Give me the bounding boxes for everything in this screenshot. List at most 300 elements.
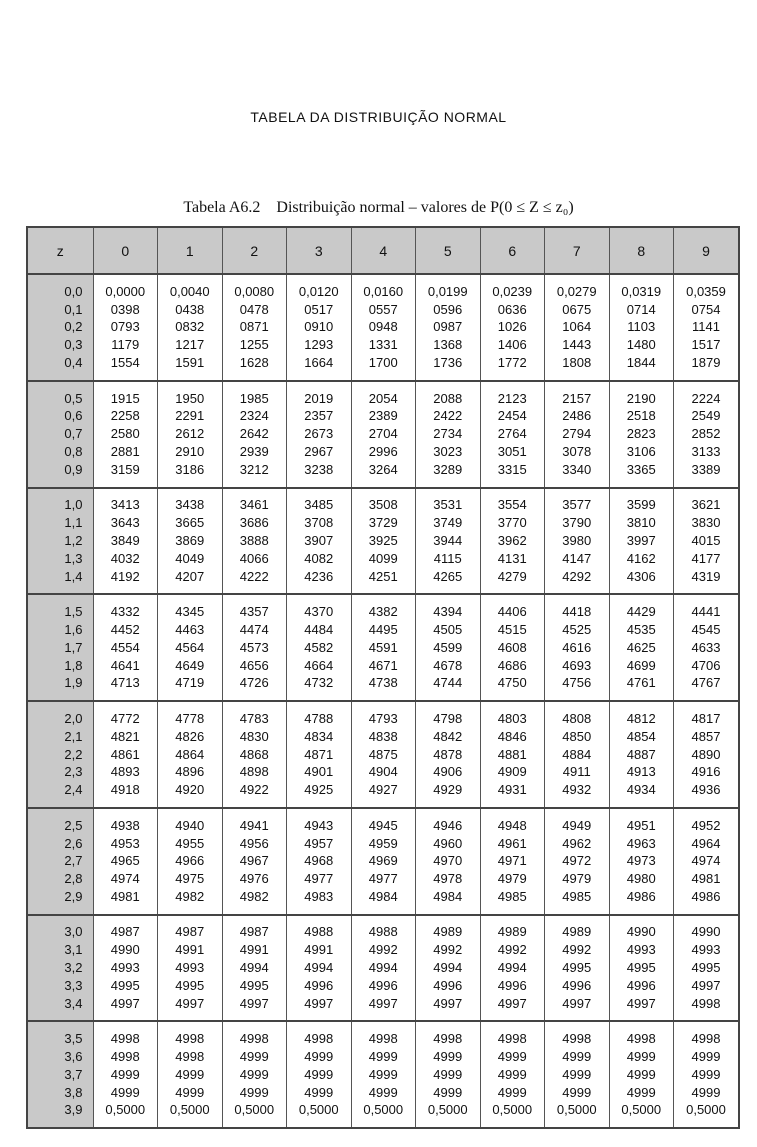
probability-cell-col-7 [545, 915, 610, 1022]
probability-value: 0948 [368, 319, 398, 335]
probability-cell-col-8 [609, 381, 674, 488]
probability-value: 2019 [304, 390, 334, 406]
probability-value: 1664 [304, 355, 334, 371]
probability-value: 4099 [368, 550, 398, 566]
probability-value: 4997 [626, 995, 656, 1011]
header-col-2: 2 [222, 228, 287, 274]
probability-value: 4990 [691, 924, 721, 940]
probability-value: 4999 [368, 1084, 398, 1100]
probability-value: 4162 [626, 550, 656, 566]
probability-value: 4678 [433, 657, 463, 673]
probability-value: 0,5000 [621, 1102, 662, 1118]
probability-value: 3023 [433, 444, 463, 460]
z-value: 0,6 [64, 408, 83, 424]
probability-value: 4066 [239, 550, 269, 566]
probability-value: 2190 [626, 390, 656, 406]
probability-cell-col-5 [416, 381, 481, 488]
z-value: 0,1 [64, 301, 83, 317]
probability-cell-col-5 [416, 488, 481, 595]
probability-value: 3051 [497, 444, 527, 460]
probability-cell-col-8 [609, 488, 674, 595]
probability-value: 3554 [497, 497, 527, 513]
probability-value: 4999 [626, 1066, 656, 1082]
table-block [28, 808, 738, 915]
z-value: 1,6 [64, 621, 83, 637]
probability-value: 0871 [239, 319, 269, 335]
probability-value: 0832 [175, 319, 205, 335]
probability-value: 3869 [175, 533, 205, 549]
probability-value: 3340 [562, 461, 592, 477]
probability-cell-col-7 [545, 808, 610, 915]
probability-value: 4972 [562, 853, 592, 869]
probability-value: 3133 [691, 444, 721, 460]
probability-cell-col-7 [545, 381, 610, 488]
probability-value: 0596 [433, 301, 463, 317]
probability-value: 4998 [175, 1048, 205, 1064]
probability-value: 3289 [433, 461, 463, 477]
header-col-7: 7 [545, 228, 610, 274]
probability-value: 4953 [110, 835, 140, 851]
probability-value: 4976 [239, 871, 269, 887]
probability-value: 4991 [239, 942, 269, 958]
probability-cell-col-4 [351, 381, 416, 488]
header-col-0: 0 [93, 228, 158, 274]
probability-value: 4474 [239, 621, 269, 637]
probability-value: 1026 [497, 319, 527, 335]
z-value: 0,8 [64, 444, 83, 460]
probability-value: 0,0319 [621, 283, 662, 299]
probability-value: 4738 [368, 675, 398, 691]
probability-cell-col-0 [93, 381, 158, 488]
probability-value: 0,0199 [427, 283, 468, 299]
probability-value: 3665 [175, 515, 205, 531]
probability-value: 2324 [239, 408, 269, 424]
probability-value: 4993 [626, 942, 656, 958]
probability-value: 4960 [433, 835, 463, 851]
probability-value: 3264 [368, 461, 398, 477]
probability-value: 4846 [497, 728, 527, 744]
probability-value: 4783 [239, 710, 269, 726]
probability-value: 4999 [562, 1084, 592, 1100]
header-z: z [28, 228, 93, 274]
probability-value: 2224 [691, 390, 721, 406]
probability-value: 4936 [691, 782, 721, 798]
probability-value: 4999 [304, 1084, 334, 1100]
probability-value: 1915 [110, 390, 140, 406]
probability-cell-col-0 [93, 274, 158, 381]
probability-value: 4998 [368, 1031, 398, 1047]
probability-value: 3438 [175, 497, 205, 513]
probability-value: 4999 [562, 1066, 592, 1082]
probability-cell-col-5 [416, 1021, 481, 1127]
probability-value: 4945 [368, 817, 398, 833]
probability-value: 0,0279 [556, 283, 597, 299]
probability-value: 1700 [368, 355, 398, 371]
probability-value: 3849 [110, 533, 140, 549]
probability-value: 1736 [433, 355, 463, 371]
z-value: 3,7 [64, 1066, 83, 1082]
probability-cell-col-9 [674, 488, 739, 595]
probability-value: 4999 [626, 1048, 656, 1064]
probability-value: 4803 [497, 710, 527, 726]
probability-value: 2996 [368, 444, 398, 460]
z-value: 3,5 [64, 1031, 83, 1047]
probability-value: 4332 [110, 604, 140, 620]
probability-value: 4991 [175, 942, 205, 958]
probability-value: 4999 [239, 1066, 269, 1082]
probability-value: 2704 [368, 426, 398, 442]
probability-value: 0517 [304, 301, 334, 317]
probability-value: 4890 [691, 746, 721, 762]
probability-value: 4345 [175, 604, 205, 620]
z-values-cell [28, 381, 93, 488]
probability-cell-col-9 [674, 381, 739, 488]
z-value: 0,7 [64, 426, 83, 442]
probability-value: 3944 [433, 533, 463, 549]
probability-value: 0,0040 [169, 283, 210, 299]
probability-cell-col-1 [158, 915, 223, 1022]
probability-value: 4505 [433, 621, 463, 637]
probability-cell-col-1 [158, 274, 223, 381]
probability-value: 4207 [175, 568, 205, 584]
probability-value: 4961 [497, 835, 527, 851]
probability-value: 4994 [239, 960, 269, 976]
probability-value: 1141 [692, 319, 720, 335]
probability-value: 3186 [175, 461, 205, 477]
probability-cell-col-3 [287, 488, 352, 595]
probability-value: 4986 [626, 888, 656, 904]
table-caption-label: Tabela A6.2 [183, 199, 261, 216]
probability-value: 4495 [368, 621, 398, 637]
probability-value: 3962 [497, 533, 527, 549]
z-value: 2,6 [64, 835, 83, 851]
probability-value: 4968 [304, 853, 334, 869]
z-value: 1,1 [64, 515, 83, 531]
probability-value: 1517 [691, 337, 721, 353]
probability-value: 2422 [433, 408, 463, 424]
probability-value: 4992 [497, 942, 527, 958]
probability-value: 4699 [626, 657, 656, 673]
header-col-5: 5 [416, 228, 481, 274]
probability-value: 4881 [497, 746, 527, 762]
probability-value: 4990 [626, 924, 656, 940]
probability-value: 4370 [304, 604, 334, 620]
probability-value: 4535 [626, 621, 656, 637]
probability-value: 4573 [239, 639, 269, 655]
probability-cell-col-6 [480, 1021, 545, 1127]
probability-cell-col-1 [158, 381, 223, 488]
z-values-cell [28, 274, 93, 381]
probability-value: 0636 [497, 301, 527, 317]
probability-value: 4995 [175, 977, 205, 993]
probability-value: 2549 [691, 408, 721, 424]
probability-cell-col-2 [222, 274, 287, 381]
probability-cell-col-4 [351, 808, 416, 915]
probability-value: 4999 [110, 1084, 140, 1100]
probability-value: 4931 [497, 782, 527, 798]
probability-value: 3599 [626, 497, 656, 513]
probability-value: 4265 [433, 568, 463, 584]
probability-value: 3078 [562, 444, 592, 460]
probability-cell-col-8 [609, 915, 674, 1022]
probability-value: 0714 [626, 301, 656, 317]
probability-value: 4418 [562, 604, 592, 620]
z-value: 2,7 [64, 853, 83, 869]
probability-value: 4952 [691, 817, 721, 833]
probability-value: 2258 [110, 408, 140, 424]
probability-cell-col-5 [416, 701, 481, 808]
probability-value: 1103 [627, 319, 656, 335]
z-value: 3,4 [64, 995, 83, 1011]
probability-value: 4732 [304, 675, 334, 691]
probability-value: 4394 [433, 604, 463, 620]
probability-cell-col-9 [674, 701, 739, 808]
probability-value: 4999 [110, 1066, 140, 1082]
probability-value: 4995 [691, 960, 721, 976]
probability-value: 4999 [433, 1066, 463, 1082]
probability-value: 0,0239 [492, 283, 533, 299]
probability-value: 0,5000 [298, 1102, 339, 1118]
probability-value: 3980 [562, 533, 592, 549]
probability-value: 3907 [304, 533, 334, 549]
probability-cell-col-8 [609, 594, 674, 701]
probability-value: 3577 [562, 497, 592, 513]
probability-value: 4884 [562, 746, 592, 762]
header-col-1: 1 [158, 228, 223, 274]
probability-value: 4992 [562, 942, 592, 958]
probability-value: 4955 [175, 835, 205, 851]
probability-value: 3830 [691, 515, 721, 531]
probability-value: 4999 [626, 1084, 656, 1100]
probability-value: 4998 [239, 1031, 269, 1047]
z-values-cell [28, 594, 93, 701]
probability-value: 4974 [110, 871, 140, 887]
probability-value: 4441 [691, 604, 721, 620]
probability-value: 4949 [562, 817, 592, 833]
probability-value: 0,0120 [298, 283, 339, 299]
probability-value: 4997 [110, 995, 140, 1011]
probability-value: 4997 [175, 995, 205, 1011]
probability-value: 4998 [562, 1031, 592, 1047]
header-col-8: 8 [609, 228, 674, 274]
probability-value: 4987 [110, 924, 140, 940]
probability-cell-col-0 [93, 1021, 158, 1127]
z-value: 1,2 [64, 533, 83, 549]
probability-value: 4292 [562, 568, 592, 584]
probability-value: 4994 [368, 960, 398, 976]
probability-value: 4463 [175, 621, 205, 637]
probability-value: 3461 [239, 497, 269, 513]
probability-cell-col-5 [416, 808, 481, 915]
probability-value: 4957 [304, 835, 334, 851]
probability-value: 3159 [110, 461, 140, 477]
probability-value: 2910 [175, 444, 205, 460]
probability-value: 1950 [175, 390, 205, 406]
probability-value: 1985 [239, 390, 269, 406]
probability-cell-col-4 [351, 1021, 416, 1127]
probability-value: 4994 [497, 960, 527, 976]
probability-value: 4998 [175, 1031, 205, 1047]
probability-value: 0,0160 [363, 283, 404, 299]
probability-value: 4808 [562, 710, 592, 726]
probability-value: 4999 [175, 1084, 205, 1100]
probability-value: 4599 [433, 639, 463, 655]
probability-value: 4999 [304, 1066, 334, 1082]
probability-value: 1628 [239, 355, 269, 371]
probability-value: 4996 [497, 977, 527, 993]
probability-value: 4032 [110, 550, 140, 566]
probability-value: 4999 [433, 1084, 463, 1100]
probability-value: 1591 [175, 355, 205, 371]
probability-value: 4999 [497, 1066, 527, 1082]
probability-cell-col-8 [609, 1021, 674, 1127]
probability-value: 4980 [626, 871, 656, 887]
probability-value: 4686 [497, 657, 527, 673]
z-value: 1,9 [64, 675, 83, 691]
probability-value: 4913 [626, 764, 656, 780]
probability-value: 2612 [175, 426, 205, 442]
z-value: 3,6 [64, 1048, 83, 1064]
probability-cell-col-0 [93, 701, 158, 808]
probability-value: 2088 [433, 390, 463, 406]
probability-value: 1255 [239, 337, 269, 353]
z-value: 0,3 [64, 337, 83, 353]
probability-value: 4967 [239, 853, 269, 869]
probability-value: 4999 [497, 1048, 527, 1064]
z-value: 2,2 [64, 746, 83, 762]
probability-value: 4998 [497, 1031, 527, 1047]
probability-value: 4987 [175, 924, 205, 940]
z-values-cell [28, 488, 93, 595]
probability-value: 4997 [562, 995, 592, 1011]
probability-value: 0,5000 [234, 1102, 275, 1118]
probability-value: 4319 [691, 568, 721, 584]
probability-value: 4993 [110, 960, 140, 976]
z-value: 3,8 [64, 1084, 83, 1100]
probability-value: 3389 [691, 461, 721, 477]
header-col-6: 6 [480, 228, 545, 274]
probability-value: 4981 [691, 871, 721, 887]
probability-value: 4750 [497, 675, 527, 691]
probability-value: 4656 [239, 657, 269, 673]
probability-value: 3413 [110, 497, 140, 513]
probability-value: 4909 [497, 764, 527, 780]
probability-value: 4798 [433, 710, 463, 726]
probability-value: 4999 [433, 1048, 463, 1064]
probability-value: 1772 [497, 355, 527, 371]
probability-value: 4525 [562, 621, 592, 637]
probability-value: 4726 [239, 675, 269, 691]
probability-value: 4992 [433, 942, 463, 958]
probability-value: 1331 [368, 337, 398, 353]
z-values-cell [28, 808, 93, 915]
probability-value: 4778 [175, 710, 205, 726]
probability-value: 4616 [562, 639, 592, 655]
probability-value: 3365 [626, 461, 656, 477]
probability-cell-col-9 [674, 915, 739, 1022]
z-value: 0,2 [64, 319, 83, 335]
probability-value: 0910 [304, 319, 334, 335]
probability-cell-col-3 [287, 274, 352, 381]
probability-cell-col-2 [222, 381, 287, 488]
probability-value: 2454 [497, 408, 527, 424]
probability-value: 4854 [626, 728, 656, 744]
probability-cell-col-2 [222, 701, 287, 808]
probability-value: 4871 [304, 746, 334, 762]
probability-value: 4925 [304, 782, 334, 798]
probability-cell-col-7 [545, 274, 610, 381]
probability-value: 2764 [497, 426, 527, 442]
z-value: 2,5 [64, 817, 83, 833]
probability-value: 4989 [433, 924, 463, 940]
table-caption-text: Distribuição normal – valores de P(0 ≤ Z ≤ z₀) [276, 199, 574, 216]
probability-value: 4995 [626, 960, 656, 976]
probability-value: 0,0000 [105, 283, 146, 299]
probability-value: 0557 [368, 301, 398, 317]
probability-value: 2642 [239, 426, 269, 442]
header-col-4: 4 [351, 228, 416, 274]
probability-value: 4951 [626, 817, 656, 833]
probability-value: 0,5000 [556, 1102, 597, 1118]
probability-value: 0,5000 [427, 1102, 468, 1118]
probability-value: 1064 [562, 319, 592, 335]
probability-value: 4999 [304, 1048, 334, 1064]
probability-value: 3810 [626, 515, 656, 531]
probability-cell-col-3 [287, 701, 352, 808]
z-value: 2,9 [64, 888, 83, 904]
probability-value: 3708 [304, 515, 334, 531]
probability-value: 3686 [239, 515, 269, 531]
probability-value: 4989 [562, 924, 592, 940]
probability-value: 4115 [433, 550, 462, 566]
probability-value: 4989 [497, 924, 527, 940]
probability-value: 4966 [175, 853, 205, 869]
probability-value: 4994 [304, 960, 334, 976]
probability-cell-col-4 [351, 488, 416, 595]
probability-value: 3238 [304, 461, 334, 477]
z-value: 2,1 [64, 728, 83, 744]
z-value: 1,0 [64, 497, 83, 513]
probability-value: 4564 [175, 639, 205, 655]
probability-value: 4545 [691, 621, 721, 637]
z-value: 1,4 [64, 568, 83, 584]
probability-value: 4015 [691, 533, 721, 549]
probability-value: 2054 [368, 390, 398, 406]
probability-value: 4452 [110, 621, 140, 637]
probability-value: 3770 [497, 515, 527, 531]
probability-cell-col-8 [609, 274, 674, 381]
probability-value: 4971 [497, 853, 527, 869]
probability-value: 4934 [626, 782, 656, 798]
probability-value: 4988 [304, 924, 334, 940]
probability-value: 4999 [239, 1048, 269, 1064]
probability-value: 4985 [497, 888, 527, 904]
probability-value: 4940 [175, 817, 205, 833]
probability-value: 4922 [239, 782, 269, 798]
probability-cell-col-7 [545, 1021, 610, 1127]
probability-value: 4997 [239, 995, 269, 1011]
probability-value: 4838 [368, 728, 398, 744]
probability-cell-col-3 [287, 381, 352, 488]
probability-value: 4793 [368, 710, 398, 726]
probability-cell-col-8 [609, 701, 674, 808]
probability-value: 4996 [562, 977, 592, 993]
z-value: 2,3 [64, 764, 83, 780]
probability-value: 4974 [691, 853, 721, 869]
probability-value: 4999 [497, 1084, 527, 1100]
probability-value: 4406 [497, 604, 527, 620]
probability-value: 4948 [497, 817, 527, 833]
